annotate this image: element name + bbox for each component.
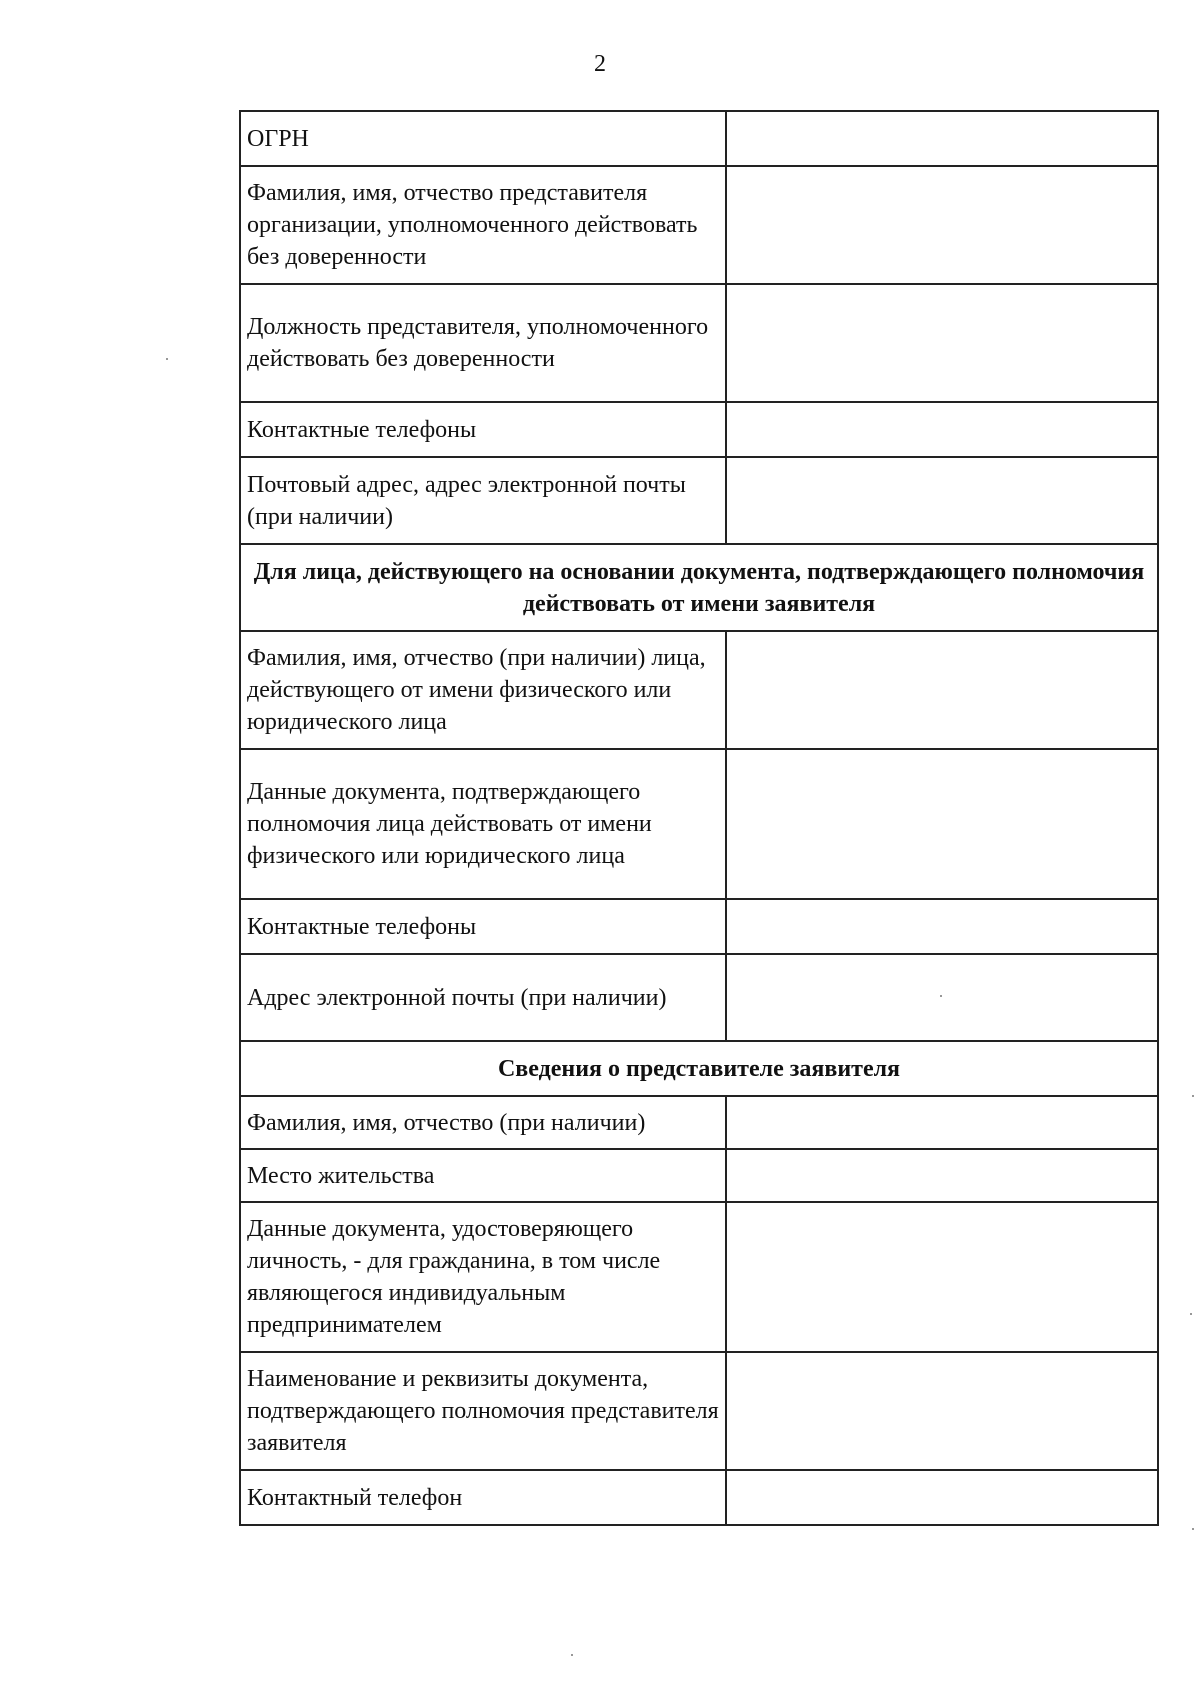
field-value bbox=[726, 899, 1158, 954]
section-header: Сведения о представителе заявителя bbox=[240, 1041, 1158, 1096]
field-label: Фамилия, имя, отчество представителя организации, уполномоченного действовать без доверенности bbox=[240, 166, 726, 284]
field-label: Место жительства bbox=[240, 1149, 726, 1202]
page-number: 2 bbox=[594, 51, 606, 77]
field-label: Данные документа, подтверждающего полномочия лица действовать от имени физического или юридического лица bbox=[240, 749, 726, 899]
field-label: Фамилия, имя, отчество (при наличии) лица, действующего от имени физического или юридического лица bbox=[240, 631, 726, 749]
scan-speck bbox=[940, 995, 942, 997]
field-value bbox=[726, 1352, 1158, 1470]
field-value bbox=[726, 1470, 1158, 1525]
field-value bbox=[726, 1149, 1158, 1202]
field-label: Контактные телефоны bbox=[240, 899, 726, 954]
form-row bbox=[240, 1202, 1158, 1352]
form-row bbox=[240, 284, 1158, 402]
field-label: Наименование и реквизиты документа, подтверждающего полномочия представителя заявителя bbox=[240, 1352, 726, 1470]
field-value bbox=[726, 954, 1158, 1041]
field-label: Данные документа, удостоверяющего личность, - для гражданина, в том числе являющегося индивидуальным предпринимателем bbox=[240, 1202, 726, 1352]
form-row bbox=[240, 749, 1158, 899]
form-row bbox=[240, 1096, 1158, 1149]
scan-speck bbox=[1190, 1313, 1192, 1315]
form-row bbox=[240, 1149, 1158, 1202]
field-value bbox=[726, 1096, 1158, 1149]
field-label: Почтовый адрес, адрес электронной почты (при наличии) bbox=[240, 457, 726, 544]
section-header-row bbox=[240, 1041, 1158, 1096]
scan-speck bbox=[1192, 1528, 1194, 1530]
field-value bbox=[726, 402, 1158, 457]
field-value bbox=[726, 631, 1158, 749]
field-label: Фамилия, имя, отчество (при наличии) bbox=[240, 1096, 726, 1149]
form-row bbox=[240, 402, 1158, 457]
form-row bbox=[240, 166, 1158, 284]
form-row bbox=[240, 1352, 1158, 1470]
field-value bbox=[726, 749, 1158, 899]
field-value bbox=[726, 284, 1158, 402]
field-label: ОГРН bbox=[240, 111, 726, 166]
field-label: Должность представителя, уполномоченного действовать без доверенности bbox=[240, 284, 726, 402]
form-table-body bbox=[240, 111, 1158, 1525]
field-value bbox=[726, 1202, 1158, 1352]
field-label: Контактный телефон bbox=[240, 1470, 726, 1525]
form-row bbox=[240, 1470, 1158, 1525]
form-row bbox=[240, 954, 1158, 1041]
field-value bbox=[726, 111, 1158, 166]
field-value bbox=[726, 166, 1158, 284]
form-row bbox=[240, 899, 1158, 954]
form-row bbox=[240, 631, 1158, 749]
scan-speck bbox=[1192, 1095, 1194, 1097]
scan-speck bbox=[571, 1654, 573, 1656]
field-label: Адрес электронной почты (при наличии) bbox=[240, 954, 726, 1041]
applicant-representative-form-table bbox=[239, 110, 1159, 1526]
section-header: Для лица, действующего на основании документа, подтверждающего полномочия действовать от имени заявителя bbox=[240, 544, 1158, 631]
form-row bbox=[240, 457, 1158, 544]
field-value bbox=[726, 457, 1158, 544]
field-label: Контактные телефоны bbox=[240, 402, 726, 457]
scan-speck bbox=[166, 358, 168, 360]
section-header-row bbox=[240, 544, 1158, 631]
form-row bbox=[240, 111, 1158, 166]
